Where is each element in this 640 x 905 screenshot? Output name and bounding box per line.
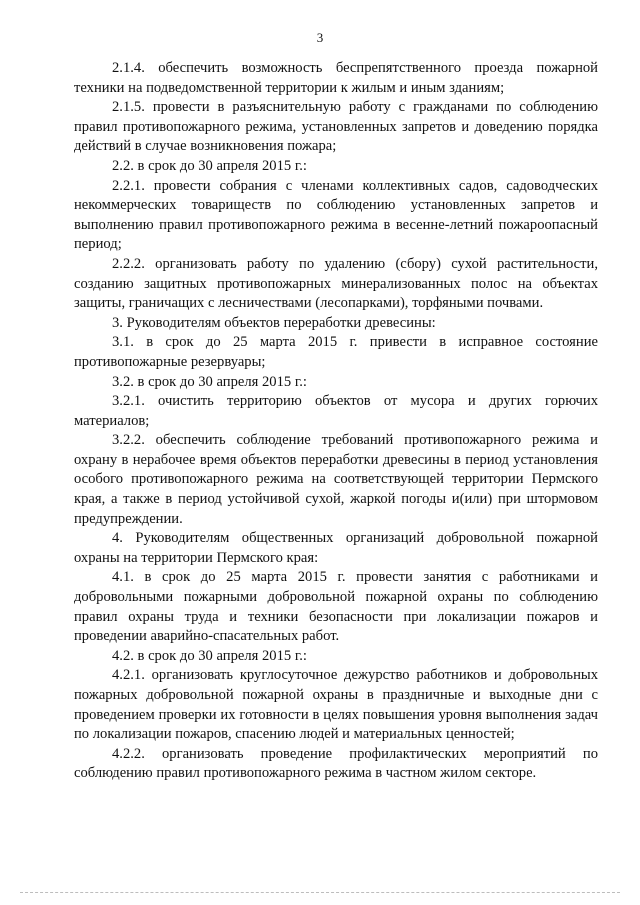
paragraph-4-1: 4.1. в срок до 25 марта 2015 г. провести занятия с работниками и добровольными пожарными добровольной пожарной охраны по соблюдению правил охраны труда и техники безопасности при локализации пожаров и проведении аварийно-спасательных работ. (74, 569, 598, 645)
paragraph-4-2-1: 4.2.1. организовать круглосуточное дежурство работников и добровольных пожарных добровольной пожарной охраны в праздничные и выходные дни с проведением проверки их готовности в целях повышения уровня выполнения задач по локализации пожаров, спасению людей и материальных ценностей; (74, 667, 598, 743)
paragraph-4-2: 4.2. в срок до 30 апреля 2015 г.: (112, 647, 307, 664)
paragraph-3-2-2: 3.2.2. обеспечить соблюдение требований противопожарного режима и охрану в нерабочее время объектов переработки древесины в период установления особого противопожарного режима на соответствующей территории Пермского края, а также в период устойчивой сухой, жаркой погоды и(или) при штормовом предупреждении. (74, 432, 598, 527)
paragraph-3-1: 3.1. в срок до 25 марта 2015 г. привести в исправное состояние противопожарные резервуары; (74, 334, 598, 370)
paragraph-2-2: 2.2. в срок до 30 апреля 2015 г.: (112, 157, 307, 174)
paragraph-3-2-1: 3.2.1. очистить территорию объектов от мусора и других горючих материалов; (74, 393, 598, 429)
paragraph-2-1-4: 2.1.4. обеспечить возможность беспрепятственного проезда пожарной техники на подведомственной территории к жилым и иным зданиям; (74, 60, 598, 96)
paragraph-2-2-1: 2.2.1. провести собрания с членами коллективных садов, садоводческих некоммерческих товариществ по соблюдению установленных запретов и выполнению правил противопожарного режима в весенне-летний пожароопасный период; (74, 177, 598, 253)
paragraph-3-2: 3.2. в срок до 30 апреля 2015 г.: (112, 373, 307, 390)
page-number: 3 (316, 30, 324, 45)
paragraph-3: 3. Руководителям объектов переработки древесины: (112, 314, 436, 331)
paragraph-2-2-2: 2.2.2. организовать работу по удалению (сбору) сухой растительности, созданию защитных противопожарных минерализованных полос на объектах защиты, граничащих с лесничествами (лесопарками), торфяными почвами. (74, 255, 598, 312)
paragraph-4-2-2: 4.2.2. организовать проведение профилактических мероприятий по соблюдению правил противопожарного режима в частном жилом секторе. (74, 745, 598, 782)
paragraph-2-1-5: 2.1.5. провести в разъяснительную работу с гражданами по соблюдению правил противопожарного режима, установленных запретов и доведению порядка действий в случае возникновения пожара; (74, 99, 598, 155)
document-body (74, 59, 598, 784)
paragraph-4: 4. Руководителям общественных организаций добровольной пожарной охраны на территории Пермского края: (74, 530, 598, 566)
scan-artifact-line (20, 892, 620, 893)
